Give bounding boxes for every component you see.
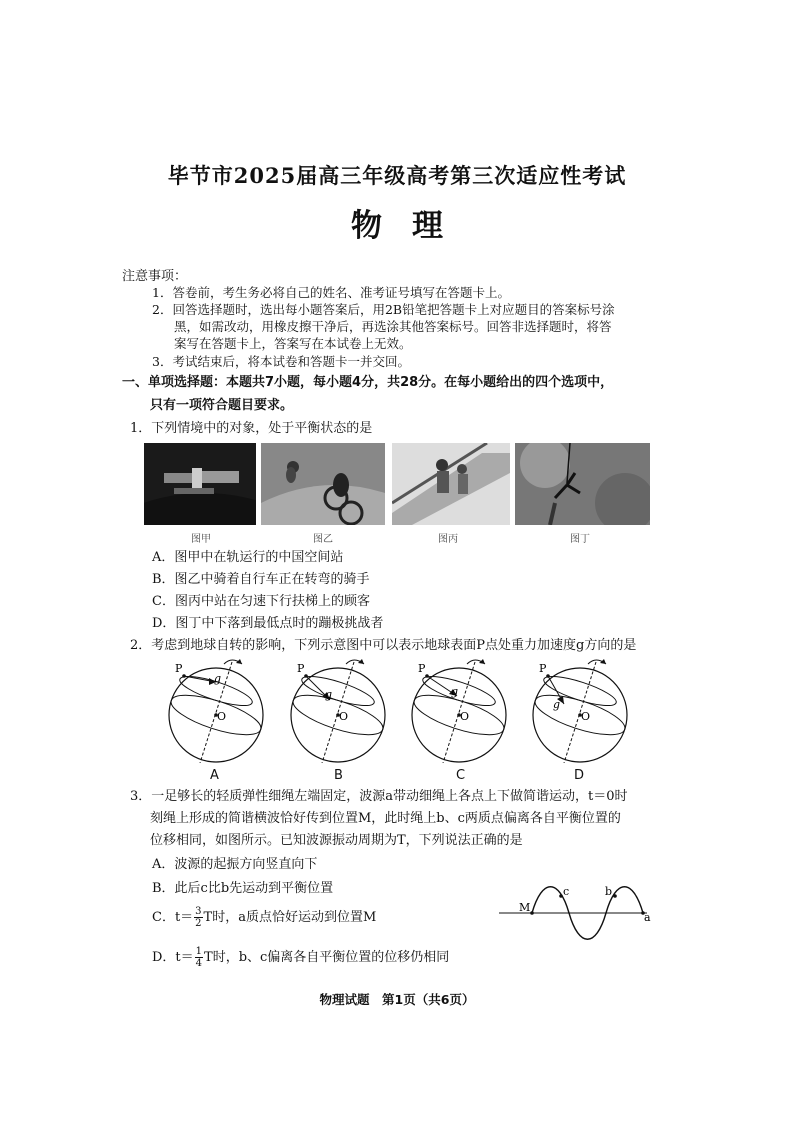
notice-heading: 注意事项： <box>122 269 188 284</box>
globe-diagram-d <box>526 658 636 763</box>
point-p-label: P <box>175 662 183 675</box>
caption-ding: 图丁 <box>570 534 590 545</box>
g-label: g <box>451 685 459 698</box>
point-p-label: P <box>297 662 305 675</box>
q3-option-d: D．t＝ $\frac{1}{4}$ T时，b、c偏离各自平衡位置的位移仍相同 <box>152 946 450 969</box>
exam-title: 毕节市2025届高三年级高考第三次适应性考试 <box>167 163 627 188</box>
o-label: O <box>339 710 349 723</box>
o-label: O <box>460 710 470 723</box>
notice-item-2: 2．回答选择题时，选出每小题答案后，用2B铅笔把答题卡上对应题目的答案标号涂 <box>152 302 615 317</box>
o-label: O <box>217 710 227 723</box>
globe-label-c: C <box>456 768 466 783</box>
notice-item-1: 1．答卷前，考生务必将自己的姓名、准考证号填写在答题卡上。 <box>152 285 510 300</box>
globe-diagram-c <box>405 658 515 763</box>
q1-option-d: D．图丁中下落到最低点时的蹦极挑战者 <box>152 616 384 631</box>
section-1-heading: 一、单项选择题：本题共7小题，每小题4分，共28分。在每小题给出的四个选项中， <box>122 375 614 390</box>
globe-label-d: D <box>574 768 585 783</box>
q1-stem: 1．下列情境中的对象，处于平衡状态的是 <box>130 421 373 436</box>
wave-diagram <box>497 880 657 942</box>
globe-diagram-b <box>284 658 394 763</box>
g-label: g <box>553 698 561 711</box>
globe-diagram-a <box>162 658 272 763</box>
wave-label-c: c <box>563 885 570 898</box>
photo-cyclists <box>261 443 385 525</box>
point-p-label: P <box>539 662 547 675</box>
wave-label-a: a <box>644 911 651 924</box>
notice-item-3: 3．考试结束后，将本试卷和答题卡一并交回。 <box>152 354 410 369</box>
q3-option-a: A．波源的起振方向竖直向下 <box>152 857 318 872</box>
q3-option-b: B．此后c比b先运动到平衡位置 <box>152 881 334 896</box>
q1-option-c: C．图丙中站在匀速下行扶梯上的顾客 <box>152 594 370 609</box>
g-label: g <box>214 672 222 685</box>
g-label: g <box>325 688 333 701</box>
caption-bing: 图丙 <box>438 534 458 545</box>
photo-bungee <box>515 443 650 525</box>
caption-yi: 图乙 <box>313 534 333 545</box>
q1-option-a: A．图甲中在轨运行的中国空间站 <box>152 550 344 565</box>
point-p-label: P <box>418 662 426 675</box>
q3-stem-1: 3．一足够长的轻质弹性细绳左端固定，波源a带动细绳上各点上下做简谐运动，t＝0时 <box>130 789 628 804</box>
globe-label-b: B <box>334 768 343 783</box>
q1-option-b: B．图乙中骑着自行车正在转弯的骑手 <box>152 572 370 587</box>
q2-stem: 2．考虑到地球自转的影响，下列示意图中可以表示地球表面P点处重力加速度g方向的是 <box>130 638 637 653</box>
o-label: O <box>581 710 591 723</box>
q3-stem-2: 刻绳上形成的简谐横波恰好传到位置M，此时绳上b、c两质点偏离各自平衡位置的 <box>150 811 621 826</box>
q3-stem-3: 位移相同，如图所示。已知波源振动周期为T，下列说法正确的是 <box>150 833 523 848</box>
photo-space-station <box>144 443 256 525</box>
q3-option-c: C．t＝ $\frac{3}{2}$ T时，a质点恰好运动到位置M <box>152 906 377 929</box>
notice-item-2-cont: 黑，如需改动，用橡皮擦干净后，再选涂其他答案标号。回答非选择题时，将答 <box>174 319 612 334</box>
photo-escalator <box>392 443 510 525</box>
page-footer: 物理试题 第1页（共6页） <box>319 992 475 1007</box>
wave-label-b: b <box>605 885 613 898</box>
caption-jia: 图甲 <box>191 534 211 545</box>
subject-title: 物理 <box>351 208 473 244</box>
notice-item-2-cont2: 案写在答题卡上，答案写在本试卷上无效。 <box>174 336 412 351</box>
section-1-heading-cont: 只有一项符合题目要求。 <box>150 398 294 413</box>
globe-label-a: A <box>210 768 219 783</box>
wave-label-m: M <box>519 901 531 914</box>
